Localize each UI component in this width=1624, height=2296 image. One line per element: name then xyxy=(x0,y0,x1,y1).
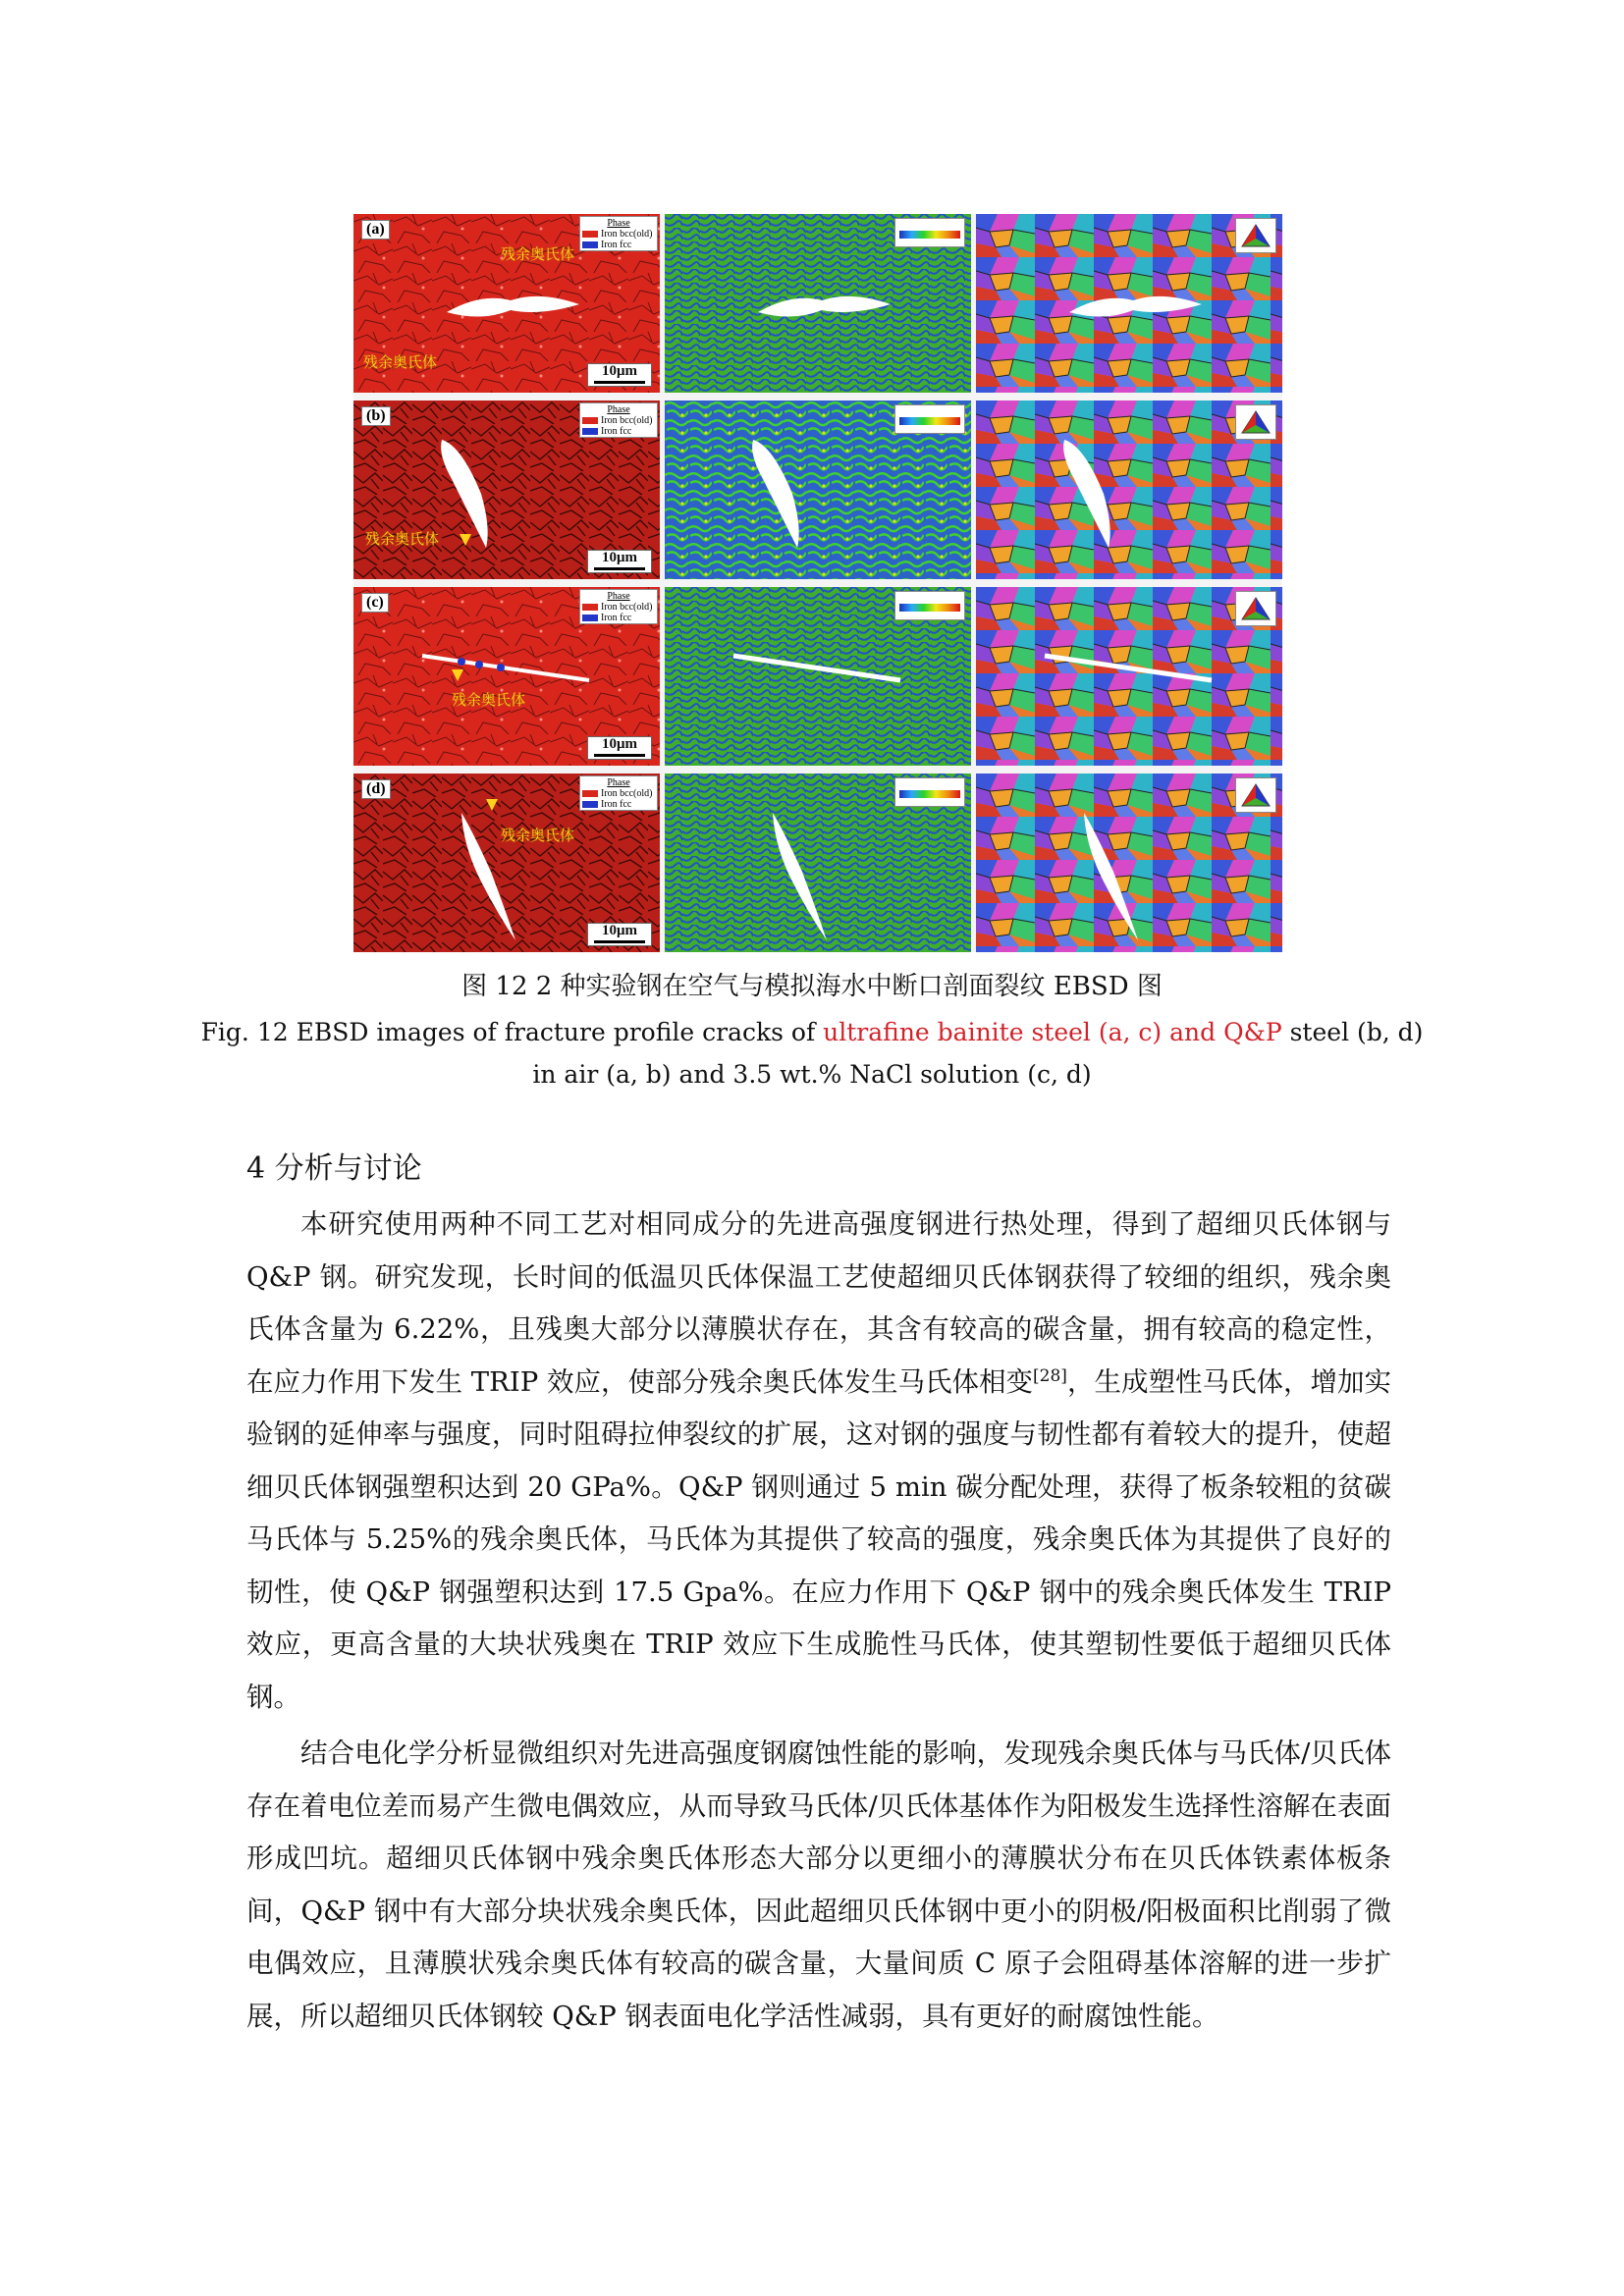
scale-bar: 10μm xyxy=(587,923,652,946)
phase-legend xyxy=(579,775,658,811)
figure-caption-cn: 图 12 2 种实验钢在空气与模拟海水中断口剖面裂纹 EBSD 图 xyxy=(461,972,1163,1001)
kam-map-a xyxy=(665,214,971,393)
ipf-triangle-legend xyxy=(1235,777,1276,813)
retained-austenite-label: 残余奥氏体 xyxy=(501,827,575,844)
kam-colorbar xyxy=(894,218,965,247)
phase-legend-title: Phase xyxy=(607,404,630,415)
phase-legend xyxy=(579,589,658,624)
kam-map-d xyxy=(665,774,971,952)
citation: [28] xyxy=(1033,1365,1067,1386)
phase-legend-bcc: Iron bcc(old) xyxy=(601,602,653,613)
kam-colorbar xyxy=(894,591,965,620)
phase-legend xyxy=(579,402,658,438)
kam-map-b xyxy=(665,400,971,579)
phase-legend-fcc: Iron fcc xyxy=(601,426,632,437)
ipf-map-c xyxy=(976,587,1282,766)
phase-map-a xyxy=(353,214,660,393)
annotation-arrow xyxy=(460,534,471,546)
ipf-map-a xyxy=(976,214,1282,393)
phase-map-b xyxy=(353,400,660,579)
phase-legend-bcc: Iron bcc(old) xyxy=(601,415,653,426)
phase-legend-title: Phase xyxy=(607,591,630,602)
ipf-triangle-legend xyxy=(1235,404,1276,440)
retained-austenite-label: 残余奥氏体 xyxy=(452,691,526,709)
caption-highlight: ultrafine bainite steel (a, c) and Q&P xyxy=(823,1018,1282,1046)
retained-austenite-label: 残余奥氏体 xyxy=(363,353,438,371)
phase-legend-fcc: Iron fcc xyxy=(601,613,632,623)
retained-austenite-label: 残余奥氏体 xyxy=(365,530,440,548)
panel-label: (a) xyxy=(361,220,390,240)
paragraph: 本研究使用两种不同工艺对相同成分的先进高强度钢进行热处理，得到了超细贝氏体钢与 Q&P 钢。研究发现，长时间的低温贝氏体保温工艺使超细贝氏体钢获得了较细的组织，残余奥氏体含量为 6.22%，且残奥大部分以薄膜状存在，其含有较高的碳含量，拥有较高的稳定性，在应力作用下发生 TRIP 效应，使部分残余奥氏体发生马氏体相变[28]，生成塑性马氏体，增加实验钢的延伸率与强度，同时阻碍拉伸裂纹的扩展，这对钢的强度与韧性都有着较大的提升，使超细贝氏体钢强塑积达到 20 GPa%。Q&P 钢则通过 5 min 碳分配处理，获得了板条较粗的贫碳马氏体与 5.25%的残余奥氏体，马氏体为其提供了较高的强度，残余奥氏体为其提供了良好的韧性，使 Q&P 钢强塑积达到 17.5 Gpa%。在应力作用下 Q&P 钢中的残余奥氏体发生 TRIP 效应，更高含量的大块状残奥在 TRIP 效应下生成脆性马氏体，使其塑韧性要低于超细贝氏体钢。 xyxy=(246,1208,1391,1713)
scale-bar: 10μm xyxy=(587,363,652,387)
paragraph: 结合电化学分析显微组织对先进高强度钢腐蚀性能的影响，发现残余奥氏体与马氏体/贝氏体存在着电位差而易产生微电偶效应，从而导致马氏体/贝氏体基体作为阳极发生选择性溶解在表面形成凹坑。超细贝氏体钢中残余奥氏体形态大部分以更细小的薄膜状分布在贝氏体铁素体板条间，Q&P 钢中有大部分块状残余奥氏体，因此超细贝氏体钢中更小的阴极/阳极面积比削弱了微电偶效应，且薄膜状残余奥氏体有较高的碳含量，大量间质 C 原子会阻碍基体溶解的进一步扩展，所以超细贝氏体钢较 Q&P 钢表面电化学活性减弱，具有更好的耐腐蚀性能。 xyxy=(246,1737,1391,2032)
phase-legend-title: Phase xyxy=(607,777,630,788)
panel-label: (c) xyxy=(361,593,389,613)
section-heading: 4 分析与讨论 xyxy=(246,1151,422,1186)
phase-legend-fcc: Iron fcc xyxy=(601,240,632,250)
annotation-arrow xyxy=(486,799,498,811)
kam-map-c xyxy=(665,587,971,766)
kam-colorbar xyxy=(894,404,965,434)
phase-legend xyxy=(579,216,658,251)
phase-legend-bcc: Iron bcc(old) xyxy=(601,788,653,799)
scale-bar: 10μm xyxy=(587,736,652,760)
ebsd-figure xyxy=(353,214,1282,952)
annotation-arrow xyxy=(452,669,463,681)
figure-caption-en: Fig. 12 EBSD images of fracture profile cracks of ultrafine bainite steel (a, c) and Q&P steel (b, d) in air (a, b) and 3.5 wt.% NaCl solution (c, d) xyxy=(200,1018,1424,1089)
ipf-map-d xyxy=(976,774,1282,952)
phase-legend-bcc: Iron bcc(old) xyxy=(601,229,653,240)
ipf-map-b xyxy=(976,400,1282,579)
retained-austenite-label: 残余奥氏体 xyxy=(501,245,575,263)
kam-colorbar xyxy=(894,777,965,807)
panel-label: (b) xyxy=(361,406,391,426)
ipf-triangle-legend xyxy=(1235,218,1276,253)
panel-label: (d) xyxy=(361,779,391,799)
ipf-triangle-legend xyxy=(1235,591,1276,626)
phase-map-c xyxy=(353,587,660,766)
phase-legend-fcc: Iron fcc xyxy=(601,799,632,810)
phase-legend-title: Phase xyxy=(607,218,630,229)
phase-map-d xyxy=(353,774,660,952)
scale-bar: 10μm xyxy=(587,550,652,573)
